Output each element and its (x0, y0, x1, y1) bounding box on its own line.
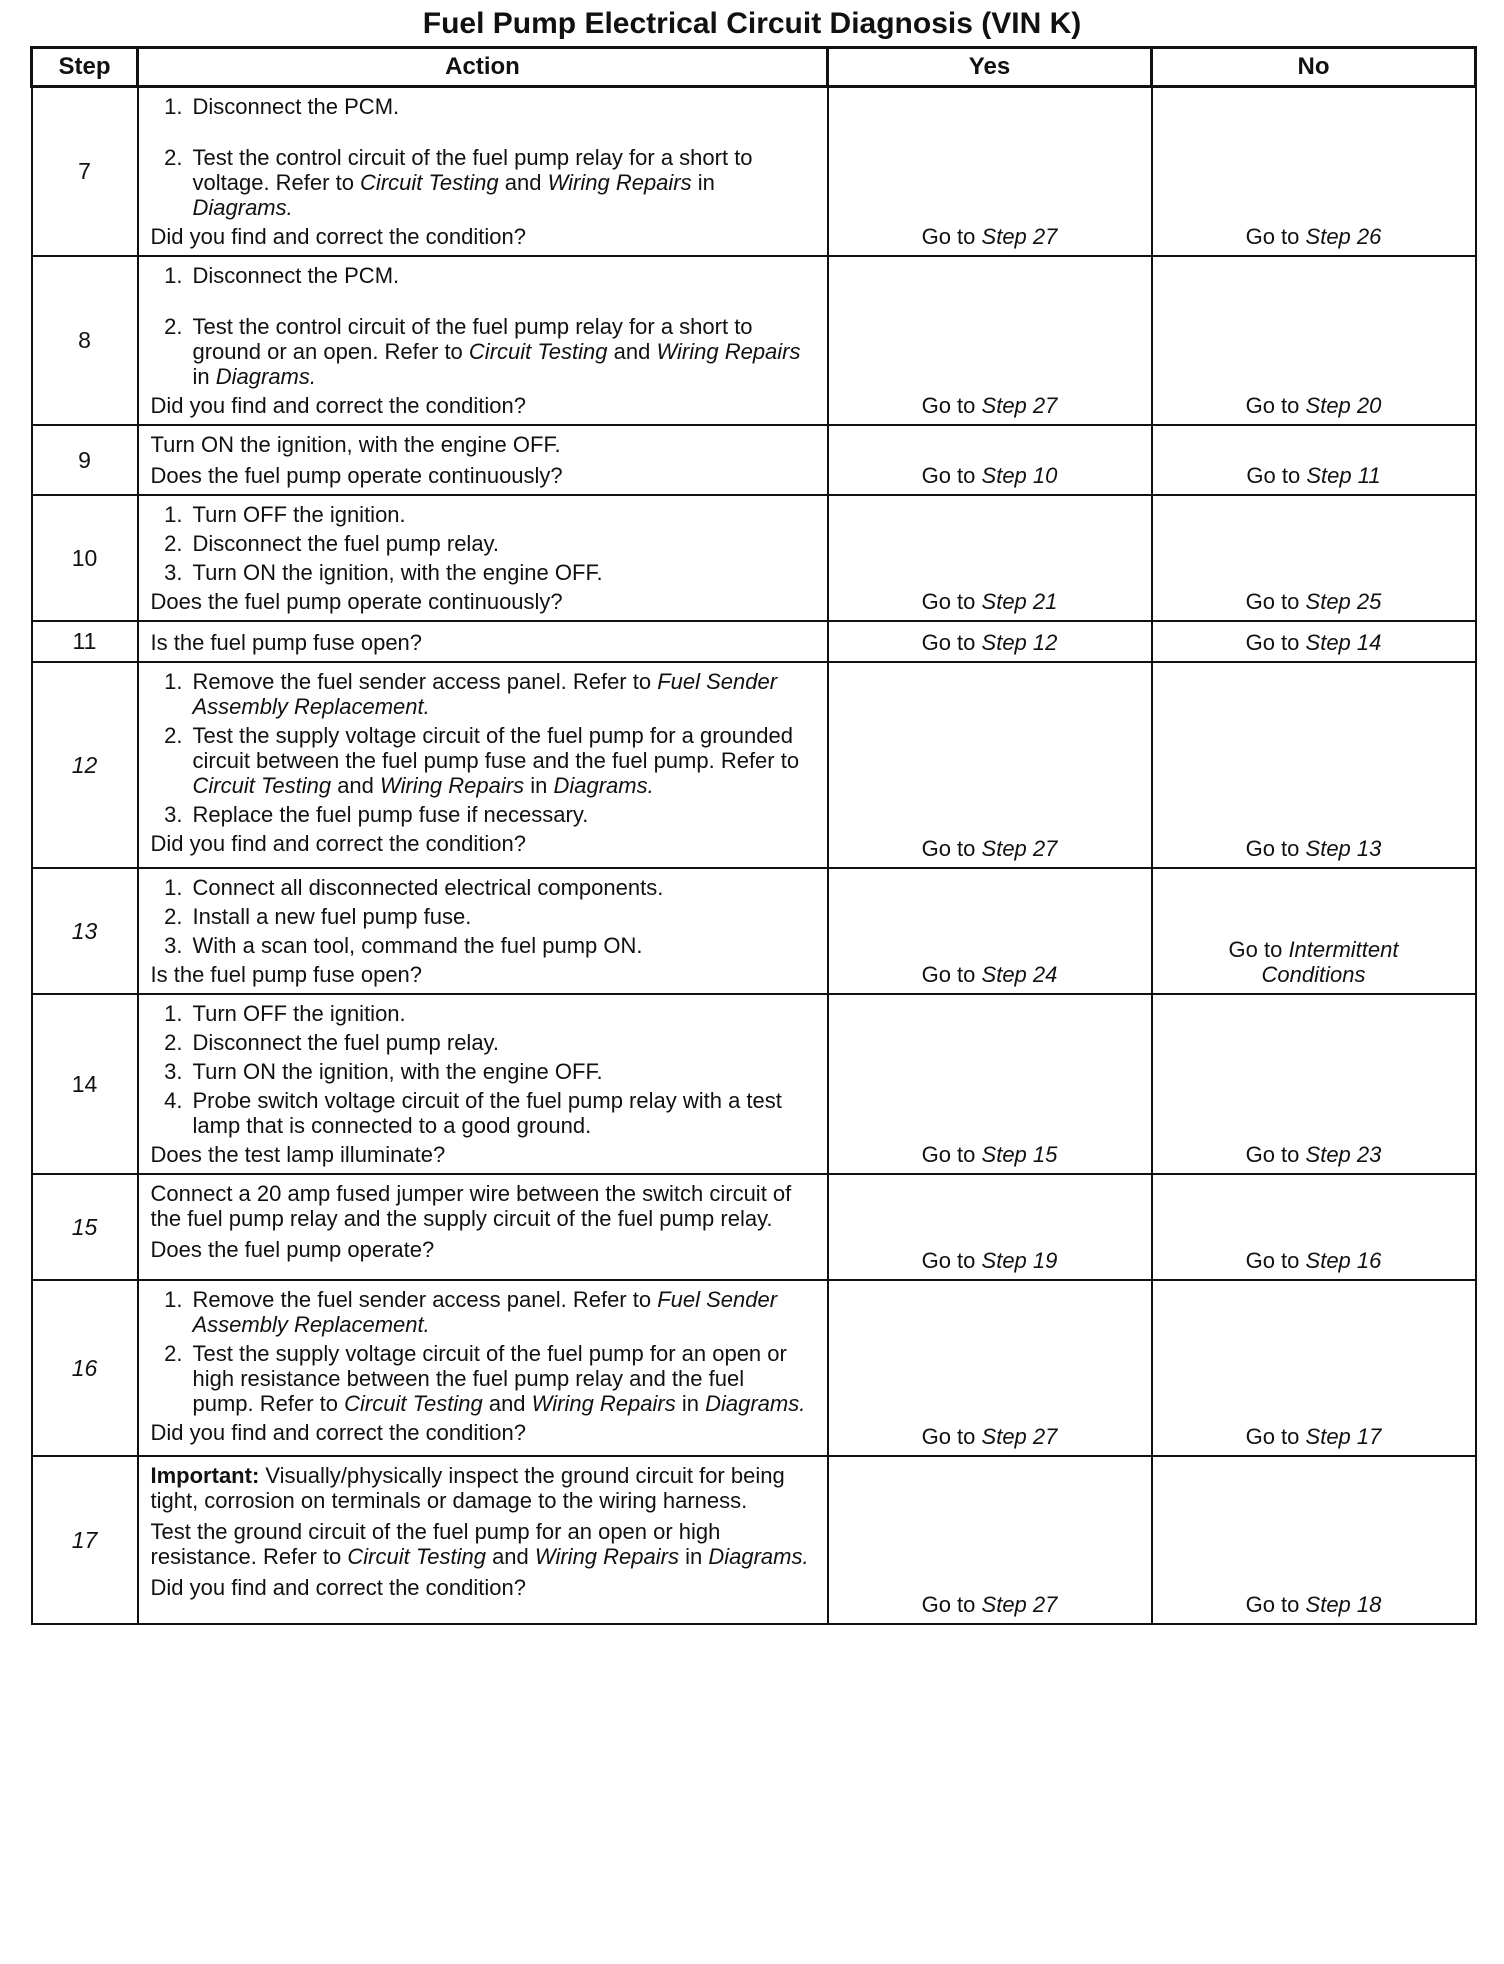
step-word: Step (1306, 463, 1352, 488)
item-number: 2. (164, 314, 183, 339)
item-text: Test the control circuit of the fuel pump relay for a short to ground or an open. Refer to Circuit Testing and Wiring Repairs in Diagrams. (192, 314, 801, 389)
yes-cell (828, 1174, 1152, 1280)
item-text: Disconnect the PCM. (192, 94, 400, 119)
yes-cell (828, 495, 1152, 621)
action-cell (138, 621, 828, 662)
step-word: Step (1305, 1248, 1351, 1273)
step-number: 27 (1032, 1424, 1058, 1449)
no-cell (1152, 87, 1476, 257)
action-item (151, 1001, 815, 1026)
go-to-label: Go to (1245, 1248, 1300, 1273)
item-text: Disconnect the fuel pump relay. (192, 1030, 500, 1055)
no-cell (1152, 256, 1476, 425)
step-number-cell: 15 (32, 1174, 138, 1280)
question-text: Does the fuel pump operate continuously? (150, 589, 563, 614)
question-text: Is the fuel pump fuse open? (150, 962, 423, 987)
yes-cell (828, 425, 1152, 495)
item-text: Test the control circuit of the fuel pump relay for a short to voltage. Refer to Circuit Testing and Wiring Repairs in Diagrams. (192, 145, 753, 220)
step-reference (982, 630, 1058, 655)
no-result (1229, 937, 1399, 987)
yes-result (922, 962, 1058, 987)
no-result (1246, 836, 1382, 861)
step-word: Step (1305, 836, 1351, 861)
step-reference (982, 463, 1058, 488)
step-number-cell: 13 (32, 868, 138, 994)
item-text: Probe switch voltage circuit of the fuel pump relay with a test lamp that is connected to a good ground. (192, 1088, 782, 1138)
no-cell (1152, 994, 1476, 1174)
go-to-label: Go to (1228, 937, 1283, 962)
step-number-cell: 7 (32, 87, 138, 257)
action-cell (138, 1456, 828, 1624)
step-number-cell: 9 (32, 425, 138, 495)
action-text: Test the ground circuit of the fuel pump for an open or high resistance. Refer to Circuit Testing and Wiring Repairs in Diagrams. (150, 1519, 809, 1569)
step-number: 27 (1032, 1592, 1058, 1617)
item-text: Disconnect the PCM. (192, 263, 400, 288)
step-number-cell: 16 (32, 1280, 138, 1456)
step-word: Step (1305, 1142, 1351, 1167)
step-word: Step (981, 589, 1027, 614)
important-label: Important: (150, 1463, 260, 1488)
action-item (151, 723, 815, 798)
yes-result (922, 836, 1058, 861)
no-result (1246, 1248, 1382, 1273)
go-to-label: Go to (921, 1142, 976, 1167)
go-to-label: Go to (1245, 224, 1300, 249)
yes-result (922, 393, 1058, 418)
yes-cell (828, 662, 1152, 868)
item-number: 1. (164, 263, 183, 288)
action-cell (138, 662, 828, 868)
table-row (32, 868, 1476, 994)
go-to-label: Go to (1245, 836, 1300, 861)
yes-cell (828, 1280, 1152, 1456)
go-to-label: Go to (921, 1248, 976, 1273)
table-row (32, 662, 1476, 868)
table-row (32, 87, 1476, 257)
go-to-label: Go to (921, 224, 976, 249)
question-text: Did you find and correct the condition? (150, 1575, 526, 1600)
go-to-label: Go to (1245, 1592, 1300, 1617)
yes-cell (828, 621, 1152, 662)
question-text: Did you find and correct the condition? (150, 1420, 526, 1445)
step-number: 10 (1032, 463, 1058, 488)
question-text: Does the fuel pump operate continuously? (150, 463, 563, 488)
action-item (151, 1287, 815, 1337)
action-cell (138, 1174, 828, 1280)
item-text: Connect all disconnected electrical components. (192, 875, 664, 900)
table-row (32, 256, 1476, 425)
step-number: 27 (1032, 393, 1058, 418)
no-result (1246, 630, 1382, 655)
step-number-cell: 11 (32, 621, 138, 662)
step-reference (1306, 224, 1382, 249)
step-number: 21 (1032, 589, 1058, 614)
yes-cell (828, 87, 1152, 257)
item-text: Disconnect the fuel pump relay. (192, 531, 500, 556)
step-word: Step (1305, 589, 1351, 614)
item-text: Turn OFF the ignition. (192, 502, 406, 527)
action-cell (138, 868, 828, 994)
table-row (32, 994, 1476, 1174)
action-cell (138, 425, 828, 495)
step-number-cell: 12 (32, 662, 138, 868)
table-row (32, 1456, 1476, 1624)
question-text: Did you find and correct the condition? (150, 831, 526, 856)
go-to-label: Go to (921, 589, 976, 614)
step-number: 15 (1032, 1142, 1058, 1167)
item-text: Replace the fuel pump fuse if necessary. (192, 802, 589, 827)
step-number: 26 (1356, 224, 1382, 249)
item-number: 1. (164, 875, 183, 900)
step-number: 18 (1356, 1592, 1382, 1617)
step-number: 25 (1356, 589, 1382, 614)
no-cell (1152, 495, 1476, 621)
yes-result (922, 630, 1058, 655)
step-reference (1306, 1248, 1382, 1273)
step-word: Step (1305, 224, 1351, 249)
go-to-label: Go to (921, 1424, 976, 1449)
item-number: 2. (164, 531, 183, 556)
item-number: 4. (164, 1088, 183, 1113)
yes-result (922, 1592, 1058, 1617)
item-text: Test the supply voltage circuit of the fuel pump for an open or high resistance between the fuel pump relay and the fuel pump. Refer to Circuit Testing and Wiring Repairs in Diagrams. (192, 1341, 806, 1416)
go-to-label: Go to (1245, 393, 1300, 418)
action-item (151, 502, 815, 527)
question-text: Does the test lamp illuminate? (150, 1142, 446, 1167)
item-number: 3. (164, 933, 183, 958)
yes-cell (828, 868, 1152, 994)
go-to-label: Go to (1245, 1424, 1300, 1449)
step-reference (982, 962, 1058, 987)
step-reference (1306, 1424, 1382, 1449)
table-row (32, 425, 1476, 495)
question-text: Did you find and correct the condition? (150, 393, 526, 418)
step-reference (982, 589, 1058, 614)
no-cell (1152, 1174, 1476, 1280)
action-item (151, 802, 815, 827)
table-row (32, 495, 1476, 621)
step-number: 12 (1032, 630, 1058, 655)
no-cell (1152, 425, 1476, 495)
yes-result (922, 1248, 1058, 1273)
step-reference (982, 836, 1058, 861)
no-cell (1152, 868, 1476, 994)
step-number: 16 (1356, 1248, 1382, 1273)
header-action: Action (138, 48, 828, 87)
no-cell (1152, 1280, 1476, 1456)
item-number: 2. (164, 904, 183, 929)
go-to-label: Go to (1246, 463, 1301, 488)
step-reference (1306, 463, 1380, 488)
table-row (32, 1174, 1476, 1280)
action-item (151, 145, 815, 220)
item-number: 1. (164, 669, 183, 694)
no-result (1246, 1424, 1382, 1449)
table-row (32, 621, 1476, 662)
item-text: Test the supply voltage circuit of the fuel pump for a grounded circuit between the fuel pump fuse and the fuel pump. Refer to Circuit Testing and Wiring Repairs in Diagrams. (192, 723, 800, 798)
no-result (1246, 393, 1382, 418)
yes-result (922, 463, 1058, 488)
item-number: 2. (164, 723, 183, 748)
step-reference (1306, 589, 1382, 614)
action-item (151, 933, 815, 958)
action-cell (138, 994, 828, 1174)
step-reference (1306, 1142, 1382, 1167)
action-item (151, 669, 815, 719)
step-reference (1306, 630, 1382, 655)
action-text: Turn ON the ignition, with the engine OFF. (150, 432, 561, 457)
step-reference (1306, 836, 1382, 861)
action-item (151, 94, 815, 119)
go-to-label: Go to (1245, 1142, 1300, 1167)
item-number: 3. (164, 560, 183, 585)
action-cell (138, 1280, 828, 1456)
action-item (151, 263, 815, 288)
step-reference (982, 1248, 1058, 1273)
yes-result (922, 589, 1058, 614)
item-number: 1. (164, 502, 183, 527)
question-text: Did you find and correct the condition? (150, 224, 526, 249)
step-word: Step (1305, 630, 1351, 655)
step-word: Step (981, 393, 1027, 418)
step-number-cell: 10 (32, 495, 138, 621)
action-item (151, 875, 815, 900)
action-cell (138, 495, 828, 621)
no-cell (1152, 1456, 1476, 1624)
step-number: 20 (1356, 393, 1382, 418)
step-word: Step (981, 962, 1027, 987)
step-word: Step (981, 1424, 1027, 1449)
step-word: Step (981, 1592, 1027, 1617)
action-item (151, 1059, 815, 1084)
step-word: Step (1305, 1424, 1351, 1449)
step-word: Step (981, 836, 1027, 861)
step-number-cell: 14 (32, 994, 138, 1174)
header-row (32, 48, 1476, 87)
step-number: 19 (1032, 1248, 1058, 1273)
yes-result (922, 1424, 1058, 1449)
go-to-label: Go to (921, 962, 976, 987)
step-number: 11 (1357, 463, 1381, 488)
step-word: Step (1305, 393, 1351, 418)
item-number: 3. (164, 802, 183, 827)
step-word: Step (981, 463, 1027, 488)
step-word: Step (981, 224, 1027, 249)
step-number: 23 (1356, 1142, 1382, 1167)
no-cell (1152, 662, 1476, 868)
go-to-label: Go to (921, 463, 976, 488)
step-reference (1306, 1592, 1382, 1617)
yes-result (922, 1142, 1058, 1167)
important-note (151, 1463, 815, 1513)
go-to-label: Go to (921, 1592, 976, 1617)
table-row (32, 1280, 1476, 1456)
item-number: 1. (164, 1287, 183, 1312)
go-to-label: Go to (921, 393, 976, 418)
action-item (151, 904, 815, 929)
item-text: Turn ON the ignition, with the engine OFF. (192, 1059, 603, 1084)
no-result (1246, 463, 1380, 488)
yes-result (922, 224, 1058, 249)
action-cell (138, 87, 828, 257)
action-item (151, 531, 815, 556)
item-number: 2. (164, 1030, 183, 1055)
step-reference (982, 393, 1058, 418)
item-number: 2. (164, 145, 183, 170)
step-reference (982, 1142, 1058, 1167)
no-cell (1152, 621, 1476, 662)
page-title: Fuel Pump Electrical Circuit Diagnosis (VIN K) (422, 7, 1082, 40)
no-result (1246, 1592, 1382, 1617)
no-result (1246, 224, 1382, 249)
yes-cell (828, 994, 1152, 1174)
reference-text: Intermittent Conditions (1261, 937, 1399, 987)
action-item (151, 1088, 815, 1138)
go-to-label: Go to (1245, 589, 1300, 614)
step-reference (982, 224, 1058, 249)
action-item (151, 1341, 815, 1416)
step-word: Step (981, 630, 1027, 655)
go-to-label: Go to (1245, 630, 1300, 655)
item-number: 1. (164, 94, 183, 119)
item-text: Remove the fuel sender access panel. Refer to Fuel Sender Assembly Replacement. (192, 669, 778, 719)
step-reference (1306, 393, 1382, 418)
item-text: With a scan tool, command the fuel pump ON. (192, 933, 643, 958)
step-number: 17 (1356, 1424, 1382, 1449)
diagnosis-table (30, 46, 1477, 1625)
step-number: 24 (1032, 962, 1058, 987)
step-reference (982, 1424, 1058, 1449)
header-yes: Yes (828, 48, 1152, 87)
step-number: 13 (1356, 836, 1382, 861)
step-word: Step (981, 1142, 1027, 1167)
important-text: Visually/physically inspect the ground circuit for being tight, corrosion on terminals or damage to the wiring harness. (150, 1463, 785, 1513)
item-number: 2. (164, 1341, 183, 1366)
item-text: Install a new fuel pump fuse. (192, 904, 472, 929)
step-number-cell: 17 (32, 1456, 138, 1624)
item-text: Remove the fuel sender access panel. Refer to Fuel Sender Assembly Replacement. (192, 1287, 778, 1337)
step-number: 27 (1032, 836, 1058, 861)
action-item (151, 1030, 815, 1055)
go-to-label: Go to (921, 630, 976, 655)
item-text: Turn OFF the ignition. (192, 1001, 406, 1026)
no-result (1246, 1142, 1382, 1167)
question-text: Is the fuel pump fuse open? (150, 630, 423, 655)
step-number: 27 (1032, 224, 1058, 249)
no-result (1246, 589, 1382, 614)
step-word: Step (981, 1248, 1027, 1273)
item-text: Turn ON the ignition, with the engine OFF. (192, 560, 603, 585)
header-no: No (1152, 48, 1476, 87)
question-text: Does the fuel pump operate? (150, 1237, 435, 1262)
step-word: Step (1305, 1592, 1351, 1617)
item-number: 3. (164, 1059, 183, 1084)
action-cell (138, 256, 828, 425)
step-reference (982, 1592, 1058, 1617)
action-item (151, 314, 815, 389)
go-to-label: Go to (921, 836, 976, 861)
step-number: 14 (1356, 630, 1382, 655)
yes-cell (828, 1456, 1152, 1624)
action-item (151, 560, 815, 585)
item-number: 1. (164, 1001, 183, 1026)
action-text: Connect a 20 amp fused jumper wire between the switch circuit of the fuel pump relay and the supply circuit of the fuel pump relay. (150, 1181, 792, 1231)
step-number-cell: 8 (32, 256, 138, 425)
header-step: Step (32, 48, 138, 87)
yes-cell (828, 256, 1152, 425)
